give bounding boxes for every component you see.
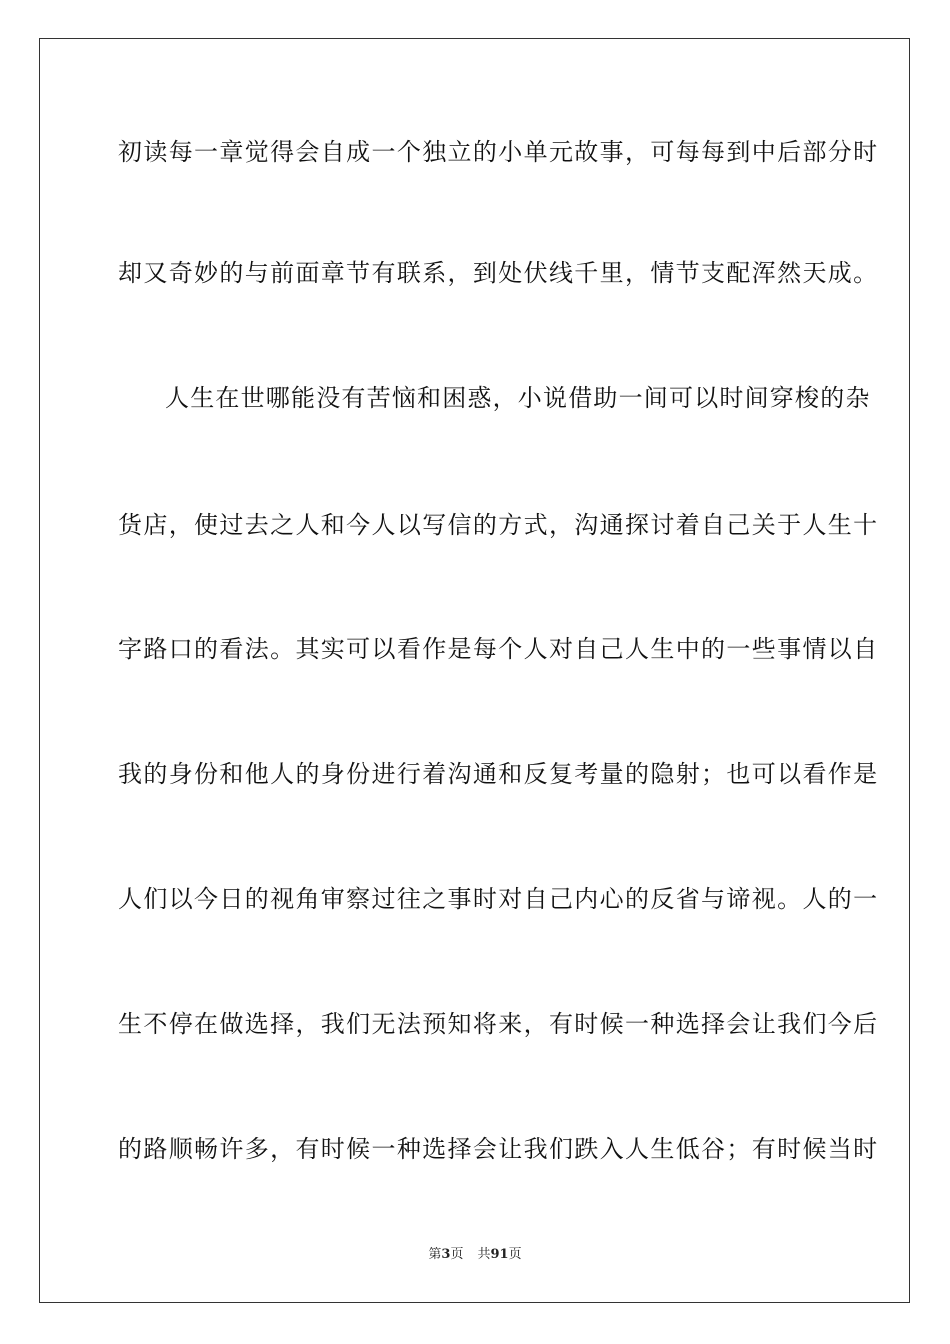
text-line-1: 初读每一章觉得会自成一个独立的小单元故事，可每每到中后部分时 (118, 138, 879, 166)
text-line-2: 却又奇妙的与前面章节有联系，到处伏线千里，情节支配浑然天成。 (118, 259, 879, 287)
text-line-4: 货店，使过去之人和今人以写信的方式，沟通探讨着自己关于人生十 (118, 511, 879, 539)
text-line-9: 的路顺畅许多，有时候一种选择会让我们跌入人生低谷；有时候当时 (118, 1135, 879, 1163)
text-line-3: 人生在世哪能没有苦恼和困惑，小说借助一间可以时间穿梭的杂 (165, 384, 871, 412)
text-line-6: 我的身份和他人的身份进行着沟通和反复考量的隐射；也可以看作是 (118, 760, 879, 788)
page-prefix: 第 (428, 1247, 442, 1262)
text-line-7: 人们以今日的视角审察过往之事时对自己内心的反省与谛视。人的一 (118, 885, 879, 913)
total-prefix: 共 (477, 1247, 491, 1262)
text-line-8: 生不停在做选择，我们无法预知将来，有时候一种选择会让我们今后 (118, 1010, 879, 1038)
page-footer (0, 1247, 950, 1263)
total-suffix: 页 (508, 1247, 522, 1262)
page-number: 3 (441, 1247, 451, 1262)
page-suffix: 页 (450, 1247, 464, 1262)
total-pages: 91 (490, 1247, 509, 1262)
text-line-5: 字路口的看法。其实可以看作是每个人对自己人生中的一些事情以自 (118, 635, 879, 663)
page-border (39, 38, 910, 1303)
